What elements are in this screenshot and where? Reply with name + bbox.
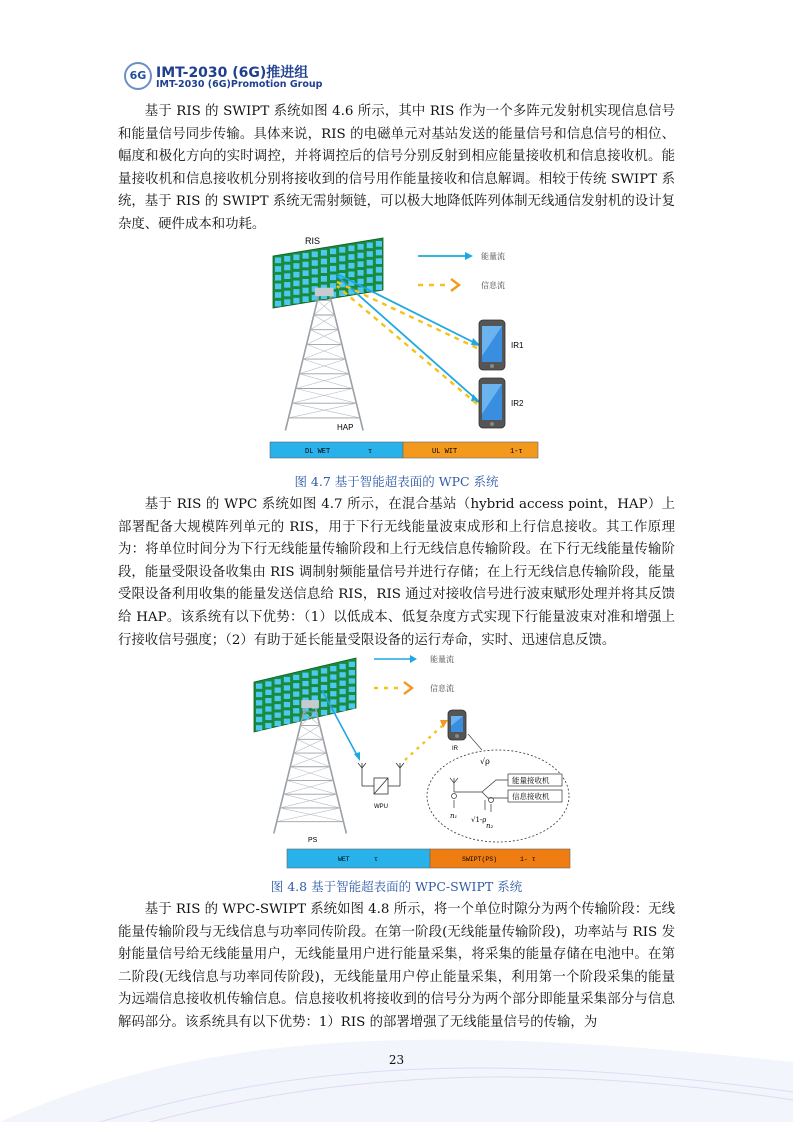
bar-swipt [430, 849, 570, 868]
figure-4-8-caption: 图 4.8 基于智能超表面的 WPC-SWIPT 系统 [270, 879, 523, 894]
paragraph-wpc-swipt: 基于 RIS 的 WPC-SWIPT 系统如图 4.8 所示，将一个单位时隙分为两个传输阶段：无线能量传输阶段与无线信息与功率同传阶段。在第一阶段(无线能量传输阶段)，功率站与 RIS 发射能量信号给无线能量用户，无线能量用户进行能量采集，将采集的能量存储在电池中。在第二阶段(无线信息与功率同传阶段)，无线能量用户停止能量采集，利用第一个阶段采集的能量为远端信息接收机传输信息。信息接收机将接收到的信号分为两个部分即能量采集部分与信息解码部分。该系统具有以下优势：1）RIS 的部署增强了无线能量信号的传输，为 [118, 902, 675, 1030]
figure-4-8-wpc-swipt-system [250, 650, 575, 872]
bar-ul-tau: 1-τ [510, 448, 523, 456]
bar-wet-name: WET [338, 856, 350, 863]
info-receiver-label: 信息接收机 [512, 792, 550, 801]
info-beam-ir2 [337, 286, 477, 404]
n1-label: n₁ [450, 812, 458, 820]
legend-energy-arrowhead [410, 655, 417, 663]
page-number: 23 [388, 1053, 405, 1067]
n2-label: n₂ [486, 822, 494, 830]
bar-swipt-name: SWIPT(PS) [462, 856, 498, 863]
ir-label: IR [452, 746, 458, 752]
bar-wet [287, 849, 430, 868]
bar-wet-tau: τ [374, 856, 378, 863]
legend-info-arrowhead [404, 682, 412, 694]
phone-ir-icon [448, 710, 466, 740]
logo-6g-icon: 6G [124, 62, 152, 90]
legend-info-label: 信息流 [481, 281, 505, 290]
bar-dl-tau: τ [368, 448, 373, 456]
tower-icon [285, 288, 363, 431]
legend-info-label: 信息流 [430, 684, 454, 693]
bar-dl-name: DL WET [305, 448, 331, 456]
info-beam-ir [405, 726, 442, 760]
sqrt-1-rho-label: √1-ρ [471, 816, 487, 824]
zoom-connector [468, 734, 482, 750]
energy-beam-ir1 [337, 274, 477, 344]
legend-info-arrowhead [451, 279, 459, 291]
ps-label: PS [308, 837, 318, 844]
figure-4-7-wpc-system [265, 232, 545, 460]
phone-ir2-icon [479, 378, 505, 428]
receiver-circuit [450, 778, 508, 812]
bar-swipt-tau: 1- τ [520, 856, 536, 863]
bar-ul-name: UL WIT [432, 448, 458, 456]
phone-ir1-icon [479, 320, 505, 370]
paragraph-wpc: 基于 RIS 的 WPC 系统如图 4.7 所示，在混合基站（hybrid access point，HAP）上部署配备大规模阵列单元的 RIS，用于下行无线能量波束成形和上行信息接收。其工作原理为：将单位时间分为下行无线能量传输阶段和上行无线信息传输阶段。在下行无线能量传输阶段，能量受限设备收集由 RIS 调制射频能量信号并进行存储；在上行无线信息传输阶段，能量受限设备利用收集的能量发送信息给 RIS，RIS 通过对接收信号进行波束赋形处理并将其反馈给 HAP。该系统有以下优势：（1）以低成本、低复杂度方式实现下行能量波束对准和增强上行接收信号强度；（2）有助于延长能量受限设备的运行寿命，实时、迅速信息反馈。 [118, 497, 675, 648]
hap-label: HAP [337, 423, 354, 432]
ris-label: RIS [305, 236, 321, 246]
bar-dl-wet [270, 442, 403, 458]
ir2-label: IR2 [511, 399, 524, 408]
legend-energy-label: 能量流 [481, 252, 505, 261]
legend-energy-label: 能量流 [430, 655, 454, 664]
wpu-device [358, 763, 404, 794]
energy-beam-wpu-arrowhead [354, 752, 360, 761]
ris-panel [273, 238, 383, 308]
logo-subtitle: IMT-2030 (6G)Promotion Group [156, 79, 323, 90]
wpu-label: WPU [374, 804, 388, 810]
ir1-label: IR1 [511, 341, 524, 350]
logo-title: IMT-2030 (6G)推进组 [156, 65, 309, 81]
sqrt-rho-label: √ρ [480, 757, 490, 766]
paragraph-swipt: 基于 RIS 的 SWIPT 系统如图 4.6 所示，其中 RIS 作为一个多阵元发射机实现信息信号和能量信号同步传输。具体来说，RIS 的电磁单元对基站发送的能量信号和信息信号的相位、幅度和极化方向的实时调控，并将调控后的信号分别反射到相应能量接收机和信息接收机。能量接收机和信息接收机分别将接收到的信号用作能量接收和信息解调。相较于传统 SWIPT 系统，基于 RIS 的 SWIPT 系统无需射频链，可以极大地降低阵列体制无线通信发射机的设计复杂度、硬件成本和功耗。 [118, 104, 675, 232]
ris-panel [254, 658, 356, 732]
energy-receiver-label: 能量接收机 [512, 776, 550, 785]
figure-4-7-caption: 图 4.7 基于智能超表面的 WPC 系统 [294, 474, 499, 489]
legend-energy-arrowhead [465, 252, 473, 260]
